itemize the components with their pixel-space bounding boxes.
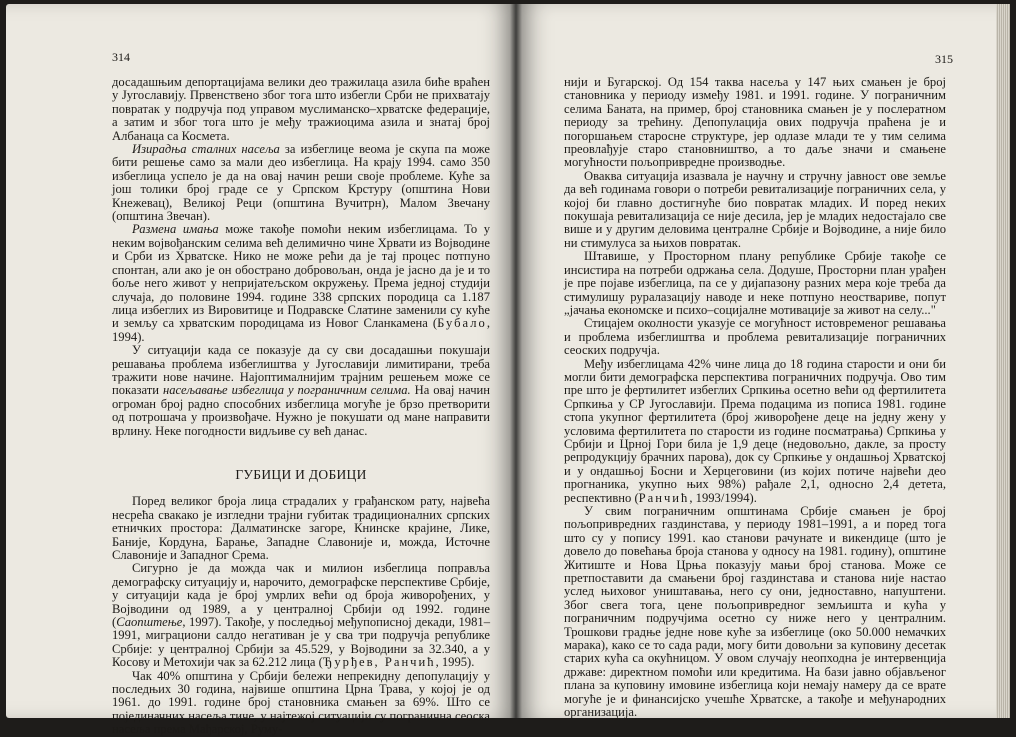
- paragraph-text: Међу избеглицама 42% чине лица до 18 година старости и они би могли бити демографска перспектива пограничних подручја. Ово тим пре што је фертилитет избеглих Српкиња осетно већи од фертилитета Српкиња у СР Југославији. Према подацима из пописа 1981. године стопа укупног фертилитета (број живорођене деце на једну жену у условима фертилитета по старости из године посматрања) Српкиња у Србији и Црној Гори била је 1,9 деце (недовољно, дакле, за просту репродукцију брачних парова), док су Српкиње у ондашњој Хрватској и у ондашњој Босни и Херцеговини (из којих потиче највећи део прогнаника, укупно њих 98%) рађале 2,1, односно 2,4 детета, респективно (: [564, 356, 946, 505]
- book-gutter: [510, 4, 522, 718]
- citation: Бубало: [437, 316, 487, 331]
- page-number-right: 315: [935, 52, 953, 66]
- emphasis: насељавање избеглица у пограничним селима.: [163, 383, 411, 398]
- paragraph: Поред великог броја лица страдалих у грађанском рату, највећа несрећа свакако је изгледни трајни губитак традиционалних српских етничких простора: Далматинске загоре, Книнске крајине, Лике, Баније, Кордуна, Барање, Западне Славоније и, можда, Источне Славоније и Западног Срема.: [112, 494, 490, 562]
- citation: Ђурђев, Ранчић: [322, 655, 436, 670]
- left-page: [6, 4, 516, 737]
- paragraph: [112, 143, 490, 223]
- paragraph-text: може такође помоћи неким избеглицама. То у неким војвођанским селима већ делимично чине Хрвати из Војводине и Срби из Хрватске. Нико не може рећи да је тај процес потпуно спонтан, али ако је он обострано добровољан, онда је јасно да је и то боље него живот у непријатељском окружењу. Према једној студији случаја, до половине 1994. године 338 српских породица са 1.187 лица избеглих из Вировитице и Подравске Слатине заменили су куће и земљу са хрватским породицама из Новог Сланкамена (: [112, 222, 491, 331]
- paragraph-text: , 1997). Такође, у последњој међупописној декади, 1981–1991, миграциони салдо негативан је у сва три подручја републике Србије: у централној Србији за 45.529, у Војводини за 32.340, а у Косову и Метохији чак за 62.212 лица (: [112, 615, 490, 670]
- paragraph-text: , 1995).: [435, 655, 475, 670]
- left-page-text: [112, 76, 490, 737]
- emphasis: Саопштење: [116, 615, 183, 630]
- right-page: [516, 4, 1010, 718]
- citation: Ранчић: [638, 490, 690, 505]
- paragraph: Оваква ситуација изазвала је научну и стручну јавност ове земље да већ годинама говори о потреби ревитализације пограничних села, у којој би главно достигнуће био повратак младих. И поред неких покушаја ревитализација се није десила, јер је младих недостајало све више и у другим деловима централне Србије и Војводине, а није било ни стимулуса за њихов повратак.: [564, 168, 946, 250]
- right-page-text: [564, 76, 946, 720]
- paragraph: [112, 344, 490, 438]
- paragraph: [112, 223, 490, 344]
- page-number-left: 314: [112, 50, 130, 64]
- paragraph: досадашњим депортацијама велики део тражилаца азила биће враћен у Југославију. Првенствено због тога што избегли Срби не прихватају повратак у подручја под управом муслиманско–хрватске федерације, а затим и због тога што је међу тражиоцима азила и знатај број Албанаца са Космета.: [112, 75, 490, 143]
- section-heading: ГУБИЦИ И ДОБИЦИ: [235, 466, 367, 482]
- paragraph-text: Сигурно је да можда чак и милион избеглица поправља демографску ситуацију и, нарочито, демографске перспективе Србије, у ситуацији када је број умрлих већи од броја живорођених, у Војводини од 1989, а у централној Србији од 1992. године (: [112, 561, 490, 630]
- paragraph-text: , 1993/1994).: [689, 490, 757, 505]
- emphasis: Размена имања: [132, 222, 219, 237]
- paragraph-text: , 1994).: [112, 316, 490, 344]
- paragraph: Стицајем околности указује се могућност истовременог решавања и проблема избеглиштва и проблема ревитализације пограничних сеоских подручја.: [564, 316, 946, 358]
- emphasis: Изирадња сталних насеља: [132, 142, 280, 157]
- paragraph-text: за избеглице веома је скупа па може бити решење само за мали део избеглица. На крају 1994. само 350 избеглица успело је да на овај начин реши своје проблеме. Куће за још толики број граде се у Српском Крстуру (општина Нови Кнежевац), Великој Реци (општина Вучитрн), Малом Звечану (општина Звечан).: [112, 142, 490, 224]
- paragraph: Штавише, у Просторном плану републике Србије такође се инсистира на потреби одржања села. Додуше, Просторни план урађен је пре појаве избеглица, па се у дијапазону разних мера које треба да стимулишу руралазацију наводе и неке потпуно неоствариве, попут „јачања економске и психо–социјалне мотивације за живот на селу...": [564, 249, 946, 317]
- paragraph: [112, 562, 490, 669]
- paragraph: [564, 358, 946, 505]
- paragraph-text: На овај начин огроман број радно способних избеглица могуће је брзо претворити од потрошача у произвођаче. Нужно је покушати од мане направити врлину. Неке погодности видљиве су већ данас.: [112, 383, 491, 438]
- paragraph: Чак 40% општина у Србији бележи непрекидну депопулацију у последњих 30 година, највише општина Црна Трава, у којој је од 1961. до 1991. године број становника смањен за 69%. Што се појединачних насеља тиче, у најтежој ситуацији су погранична сеоска насеља према Мађарској, Руму-: [112, 668, 490, 737]
- paragraph-text: У ситуацији када се показује да су сви досадашњи покушаји решавања проблема избеглиштва у Југославији лимитирани, треба тражити нове начине. Најоптималнијим трајним решењем може се показати: [112, 343, 490, 398]
- paragraph: У свим пограничним општинама Србије смањен је број пољопривредних газдинстава, у периоду 1981–1991, а и поред тога што су у попису 1991. као станови рачунате и викендице (што је довело до повећања броја станова у односу на 1981. годину), општине Житиште и Нова Црња показују мањи број станова. Може се претпоставити да смањени број газдинстава и станова није настао услед њиховог уништавања, него су они, једноставно, напуштени. Због свега тога, цене пољопривредног земљишта и кућа у пограничним подручјима осетно су ниже него у централним. Трошкови градње једне нове куће за избеглице (око 50.000 немачких марака), како се то сада ради, могу бити довољни за куповину десетак старих кућа са окућницом. У овом случају неопходна је интервенција државе: директном помоћи или кредитима. На бази јавно објављеног плана за куповину имовине избеглица који немају намеру да се врате могуће је и финансијско учешће Хрватске, а такође и међународних организација.: [564, 504, 946, 720]
- page-edges: [996, 4, 1010, 718]
- paragraph: нији и Бугарској. Од 154 таква насеља у 147 њих смањен је број становника у периоду између 1981. и 1991. године. У пограничним селима Баната, на пример, број становника смањен је у послератном периоду за трећину. Депопулација ових подручја праћена је и погоршањем старосне структуре, јер одлазе млади те у тим селима преовлађује старо становништво, а то даље значи и смањене могућности пољопривредне производње.: [564, 75, 946, 170]
